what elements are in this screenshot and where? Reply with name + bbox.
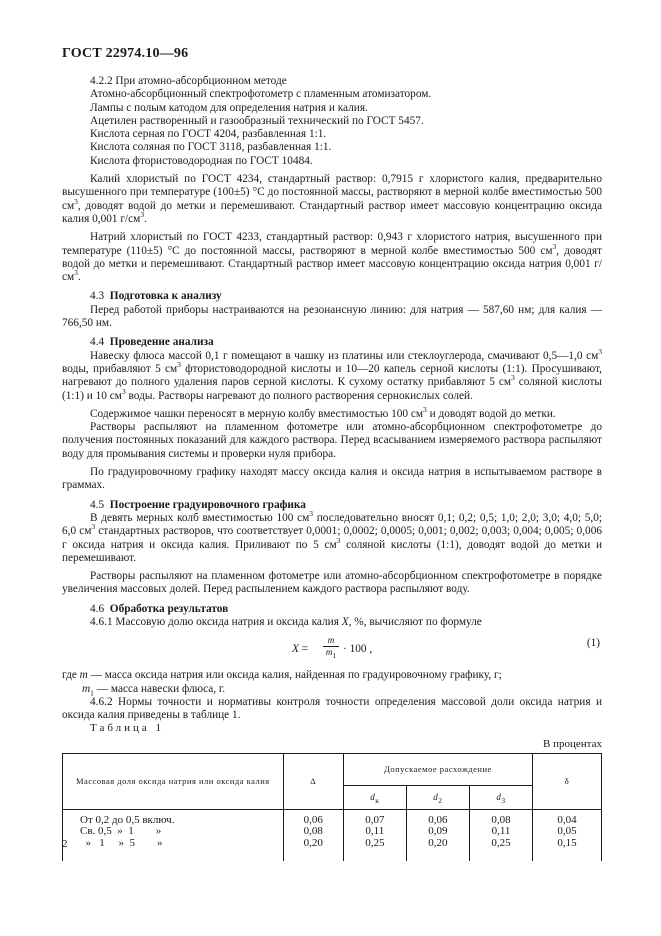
page-number: 2 bbox=[62, 838, 68, 850]
fraction-denominator: $m_1$ bbox=[325, 647, 337, 661]
section-4-5-heading: 4.5 Построение градуировочного графика bbox=[90, 498, 306, 511]
delta-cell bbox=[283, 810, 343, 862]
header-dk: $d_к$ bbox=[343, 786, 406, 810]
variable-m1-definition: $m_1$ — масса навески флюса, г. bbox=[82, 682, 226, 697]
formula-fraction bbox=[323, 635, 339, 661]
cell-value: 0,09 bbox=[428, 825, 448, 838]
standard-header: ГОСТ 22974.10—96 bbox=[62, 46, 189, 61]
procedure-paragraph: Навеску флюса массой 0,1 г помещают в чашку из платины или стеклоуглерода, смачивают 0,5—1,0 $см^3$ воды, прибавляют 5 $см^3$ фтористоводородной кислоты и 10—20 капель серной кислоты (1:1). Просушивают, нагревают до полного удаления паров серной кислоты. К сухому остатку прибавляют 5 $см^3$ соляной кислоты (1:1) и 10 $см^3$ воды. Растворы нагревают до полного растворения сернокислых солей. bbox=[62, 346, 602, 402]
section-4-3-heading: 4.3 Подготовка к анализу bbox=[90, 290, 222, 303]
nacl-standard-paragraph: Натрий хлористый по ГОСТ 4233, стандартный раствор: 0,943 г хлористого натрия, высушенного при температуре (110±5) °С до постоянной массы, растворяют в мерной колбе вместимостью 500 $см^3$, доводят водой до метки и перемешивают. Стандартный раствор имеет массовую концентрацию оксида натрия 0,001 $г/см^3$. bbox=[62, 231, 602, 284]
cell-value: 0,06 bbox=[303, 814, 323, 827]
formula-multiplier: · 100 , bbox=[343, 643, 373, 656]
cell-value: 0,08 bbox=[491, 814, 511, 827]
section-4-6-heading: 4.6 Обработка результатов bbox=[90, 602, 229, 615]
clause-4-2-2: 4.2.2 При атомно-абсорбционном методе bbox=[90, 75, 287, 87]
cell-value: 0,20 bbox=[303, 836, 323, 849]
header-mass-fraction: Массовая доля оксида натрия или оксида калия bbox=[63, 754, 284, 810]
header-d2: $d_2$ bbox=[406, 786, 469, 810]
document-body bbox=[62, 75, 602, 861]
document-page bbox=[62, 0, 602, 936]
table-caption: Таблица 1 bbox=[90, 722, 165, 735]
range-value: От 0,2 до 0,5 включ. bbox=[80, 814, 175, 827]
range-cell bbox=[63, 810, 284, 862]
header-d3: $d_3$ bbox=[469, 786, 532, 810]
cell-value: 0,05 bbox=[557, 825, 577, 838]
cell-value: 0,11 bbox=[491, 825, 511, 838]
fraction-numerator: m bbox=[327, 635, 335, 646]
header-allowed-discrepancy: Допускаемое расхождение bbox=[343, 754, 532, 786]
cell-value: 0,06 bbox=[428, 814, 448, 827]
table-row bbox=[63, 810, 602, 862]
formula-lhs: X = bbox=[292, 643, 309, 656]
clause-4-6-1: 4.6.1 Массовую долю оксида натрия и оксида калия X, %, вычисляют по формуле bbox=[90, 615, 482, 628]
dk-cell bbox=[343, 810, 406, 862]
cell-value: 0,04 bbox=[557, 814, 577, 827]
kcl-standard-paragraph: Калий хлористый по ГОСТ 4234, стандартный раствор: 0,7915 г хлористого калия, предварительно высушенного при температуре (100±5) °С до постоянной массы, растворяют в мерной колбе вместимостью 500 $см^3$, доводят водой до метки и перемешивают. Стандартный раствор имеет массовую концентрацию оксида калия 0,001 $г/см^3$. bbox=[62, 173, 602, 225]
section-4-4-heading: 4.4 Проведение анализа bbox=[90, 336, 214, 349]
d2-cell bbox=[406, 810, 469, 862]
cell-value: 0,15 bbox=[557, 836, 577, 849]
section-4-3-text: Перед работой приборы настраиваются на резонансную линию: для натрия — 587,60 нм; для калия — 766,50 нм. bbox=[62, 303, 602, 330]
cell-value: 0,25 bbox=[491, 836, 511, 849]
variable-m-definition: где m — масса оксида натрия или оксида калия, найденная по градуировочному графику, г; bbox=[62, 669, 502, 682]
cell-value: 0,08 bbox=[303, 825, 323, 838]
header-delta: Δ bbox=[283, 754, 343, 810]
formula-number: (1) bbox=[586, 637, 600, 650]
header-delta-small: δ bbox=[533, 754, 602, 810]
clause-4-6-2: 4.6.2 Нормы точности и нормативы контроля точности определения массовой доли оксида натрия и оксида калия приведены в таблице 1. bbox=[62, 695, 602, 722]
d3-cell bbox=[469, 810, 532, 862]
reagent-item: Кислота соляная по ГОСТ 3118, разбавленная 1:1. bbox=[90, 141, 332, 154]
table-units: В процентах bbox=[543, 737, 602, 750]
range-value: » 1 » 5 » bbox=[80, 836, 163, 849]
cell-value: 0,11 bbox=[365, 825, 385, 838]
transfer-paragraph: Содержимое чашки переносят в мерную колбу вместимостью 100 $см^3$ и доводят водой до метки. bbox=[90, 405, 556, 420]
equipment-item: Лампы с полым катодом для определения натрия и калия. bbox=[90, 101, 368, 114]
calibration-paragraph: В девять мерных колб вместимостью 100 $см^3$ последовательно вносят 0,1; 0,2; 0,5; 1,0; 2,0; 3,0; 4,0; 5,0; 6,0 $см^3$ стандартных растворов, что соответствует 0,0001; 0,0002; 0,0005; 0,001; 0,002; 0,003; 0,004; 0,005; 0,006 г оксида натрия и оксида калия. Приливают по 5 $см^3$ соляной кислоты (1:1), доводят водой до метки и перемешивают. bbox=[62, 509, 603, 564]
equipment-item: Атомно-абсорбционный спектрофотометр с пламенным атомизатором. bbox=[90, 88, 432, 101]
formula-1 bbox=[62, 635, 602, 665]
cell-value: 0,25 bbox=[365, 836, 385, 849]
cell-value: 0,07 bbox=[365, 814, 385, 827]
delta-small-cell bbox=[533, 810, 602, 862]
range-value: Св. 0,5 » 1 » bbox=[80, 825, 162, 838]
accuracy-table bbox=[62, 753, 602, 861]
spraying-paragraph: Растворы распыляют на пламенном фотометре или атомно-абсорбционном спектрофотометре до получения постоянных показаний для каждого раствора. Перед всасыванием измеряемого раствора распыляют воду для промывания системы и проверки нуля прибора. bbox=[62, 421, 602, 460]
reagent-item: Кислота серная по ГОСТ 4204, разбавленная 1:1. bbox=[90, 128, 327, 141]
graph-paragraph: По градуировочному графику находят массу оксида калия и оксида натрия в испытываемом растворе в граммах. bbox=[62, 466, 602, 492]
reagent-item: Ацетилен растворенный и газообразный технический по ГОСТ 5457. bbox=[90, 114, 424, 127]
calibration-spraying-paragraph: Растворы распыляют на пламенном фотометре или атомно-абсорбционном спектрофотометре в порядке увеличения массовых долей. Перед распылением каждого раствора распыляют воду. bbox=[62, 570, 602, 596]
reagent-item: Кислота фтористоводородная по ГОСТ 10484. bbox=[90, 154, 313, 167]
cell-value: 0,20 bbox=[428, 836, 448, 849]
